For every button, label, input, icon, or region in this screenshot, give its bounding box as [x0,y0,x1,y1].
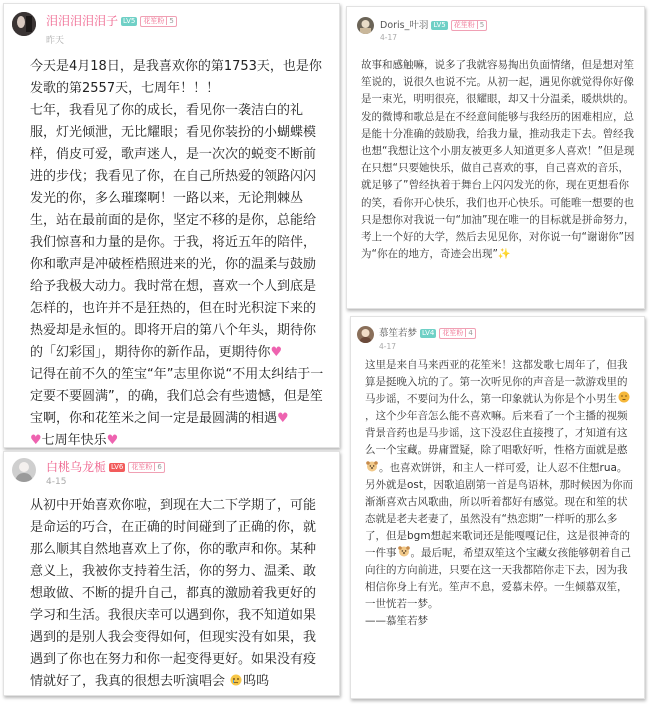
comment-text [365,357,637,631]
comment-header [4,4,339,44]
comment-paragraph: 这里是来自马来西亚的花笙米！这都发歌七周年了，但我算是挺晚入坑的了。第一次听见你的声音是一款游戏里的马步谣，不要问为什么，第一印象就认为你是个小男生 [365,359,628,406]
comment-header [347,7,644,47]
username[interactable]: 慕笙若梦 [379,328,418,339]
username-row [379,325,476,339]
avatar-image-icon [12,12,36,36]
dog-face-emoji-icon [366,460,378,472]
shy-face-emoji-icon [618,391,630,403]
comment-text [30,495,328,693]
username-row [46,458,165,475]
crying-face-emoji-icon [230,674,242,686]
fan-badge-level: 5 [477,21,484,29]
fan-badge-name: 花笙粉 [131,463,153,471]
fan-badge[interactable] [128,462,164,473]
fan-badge-name: 花笙粉 [143,17,165,25]
comment-card-4 [350,316,645,699]
post-date: 昨天 [46,36,65,46]
fan-badge-level: 5 [166,17,173,25]
fan-badge-level: 6 [154,463,161,471]
level-badge: LV5 [433,21,446,29]
level-badge: LV4 [422,329,435,337]
fan-badge[interactable] [140,16,176,27]
comment-text [361,57,635,263]
username[interactable]: 泪泪泪泪泪子 [46,14,119,28]
avatar-image-icon [12,458,36,482]
avatar-image-icon [357,17,374,34]
dog-face-emoji-icon [398,545,410,557]
comment-header [351,317,644,357]
username[interactable]: 白桃乌龙栀 [46,460,107,474]
username-row [46,12,177,29]
fan-badge[interactable] [439,328,475,339]
user-avatar[interactable] [12,458,36,482]
comment-header [4,452,339,492]
fan-badge-name: 花笙粉 [442,329,464,337]
heart-emoji-icon: ♥ [106,433,119,448]
comment-paragraph: 七周年快乐 [41,433,107,448]
comment-card-2 [3,451,340,696]
username-row [380,17,487,31]
user-avatar[interactable] [12,12,36,36]
comment-card-3 [346,6,645,309]
heart-emoji-icon: ♥ [270,345,283,360]
comment-signature: ——慕笙若梦 [365,615,428,628]
comment-paragraph: 从初中开始喜欢你啦，到现在大二下学期了，可能是命运的巧合，在正确的时间碰到了正确的你，就那么顺其自然地喜欢上了你，你的歌声和你。某种意义上，我被你支持着生活，你的努力、温柔、敢想敢做、不断的提升自己，都真的激励着我更好的学习和生活。我很庆幸可以遇到你，我不知道如果遇到的是别人我会变得如何，但现实没有如果，我遇到了你也在努力和你一起变得更好。如果没有疫情就好了，我真的很想去听演唱会 [30,498,317,689]
comment-card-1 [3,3,340,448]
comment-paragraph: 记得在前不久的笙宝“年”志里你说“不用太纠结于一定要不要圆满”，的确，我们总会有些遗憾，但是笙宝啊，你和花笙米之间一定是最圆满的相遇 [30,367,324,426]
level-badge: LV6 [111,463,124,471]
post-date: 4-17 [380,33,398,42]
comment-paragraph: ，这个少年音怎么能不喜欢嘛。后来看了一个主播的视频背景音药也是马步谣，这下没忍住直接搜了，才知道有这么一个宝藏。毋庸置疑，除了唱歌好听，性格方面就是憨 [365,410,628,457]
comment-text [30,56,328,448]
comment-paragraph: 。最后呢，希望双笙这个宝藏女孩能够朝着自己向往的方向前进，只要在这一天我都陪你走下去，因为我相信你身上有光。笙声不息，爱慕未停。一生倾慕双笙，一世恍若一梦。 [365,547,631,611]
heart-emoji-icon: ♥ [30,433,42,448]
comment-paragraph: 。也喜欢饼饼，和主人一样可爱，让人忍不住想rua。另外就是ost，因歌追剧第一首是鸟语林，那时候因为你而渐渐喜欢古风歌曲，所以听着都好有感觉。现在和笙的状态就是老夫老妻了，虽然没有“热恋期”一样听的那么多了，但是bgm想起来歌词还是能嘎嘎记住，这是很神奇的一件事 [365,461,634,560]
fan-badge-name: 花笙粉 [453,21,475,29]
post-date: 4-17 [379,342,397,351]
fan-badge-level: 4 [465,329,472,337]
avatar-image-icon [357,326,374,343]
comment-paragraph: 故事和感触嘛，说多了我就容易掏出负面情绪，但是想对笙笙说的，说很久也说不完。从初一起，遇见你就觉得你好像是一束光，明明很亮，很耀眼，却又十分温柔，暖烘烘的。发的微博和歌总是在不经意间能够与我经历的困难相应，总是能十分准确的鼓励我，给我力量，推动我走下去。曾经我也想“我想让这个小朋友被更多人知道更多人喜欢！”但是现在只想“只要她快乐，做自己喜欢的事，自己喜欢的音乐，就足够了”曾经执着于舞台上闪闪发光的你，现在更想看你的笑，看你开心快乐，我们也开心快乐。可能唯一想要的也只是想你对我说一句“加油”现在唯一的目标就是拼命努力，考上一个好的大学，然后去见见你，对你说一句“谢谢你”因为“你在的地方，奇迹会出现” [361,59,635,261]
heart-emoji-icon: ♥ [277,411,289,426]
comment-paragraph: 七年，我看见了你的成长，看见你一袭洁白的礼服，灯光倾泄，无比耀眼；看见你装扮的小蝴蝶模样，俏皮可爱，歌声迷人，是一次次的蜕变不断前进的步伐；我看见了你，在自己所热爱的领路闪闪发光的你，多么璀璨啊！一路以来，无论荆棘丛生，站在最前面的是你，坚定不移的是你，总能给我们惊喜和力量的是你。于我，将近五年的陪伴，你和歌声是冲破桎梏照进来的光，你的温柔与鼓励给予我极大动力。我时常在想，喜欢一个人到底是怎样的，也许并不是狂热的，但在时光积淀下来的热爱却是永恒的。即将开启的第八个年头，期待你的「幻彩国」，期待你的新作品，更期待你 [30,103,317,360]
fan-badge[interactable] [451,20,487,31]
user-avatar[interactable] [357,326,374,343]
comment-paragraph: 呜呜 [243,674,270,689]
post-date: 4-15 [46,477,67,487]
level-badge: LV5 [123,17,136,25]
username[interactable]: Doris_叶羽 [380,20,429,31]
comment-paragraph: 今天是4月18日，是我喜欢你的第1753天，也是你发歌的第2557天，七周年！！！ [30,59,322,96]
sparkle-emoji-icon: ✨ [497,248,511,261]
user-avatar[interactable] [357,17,374,34]
